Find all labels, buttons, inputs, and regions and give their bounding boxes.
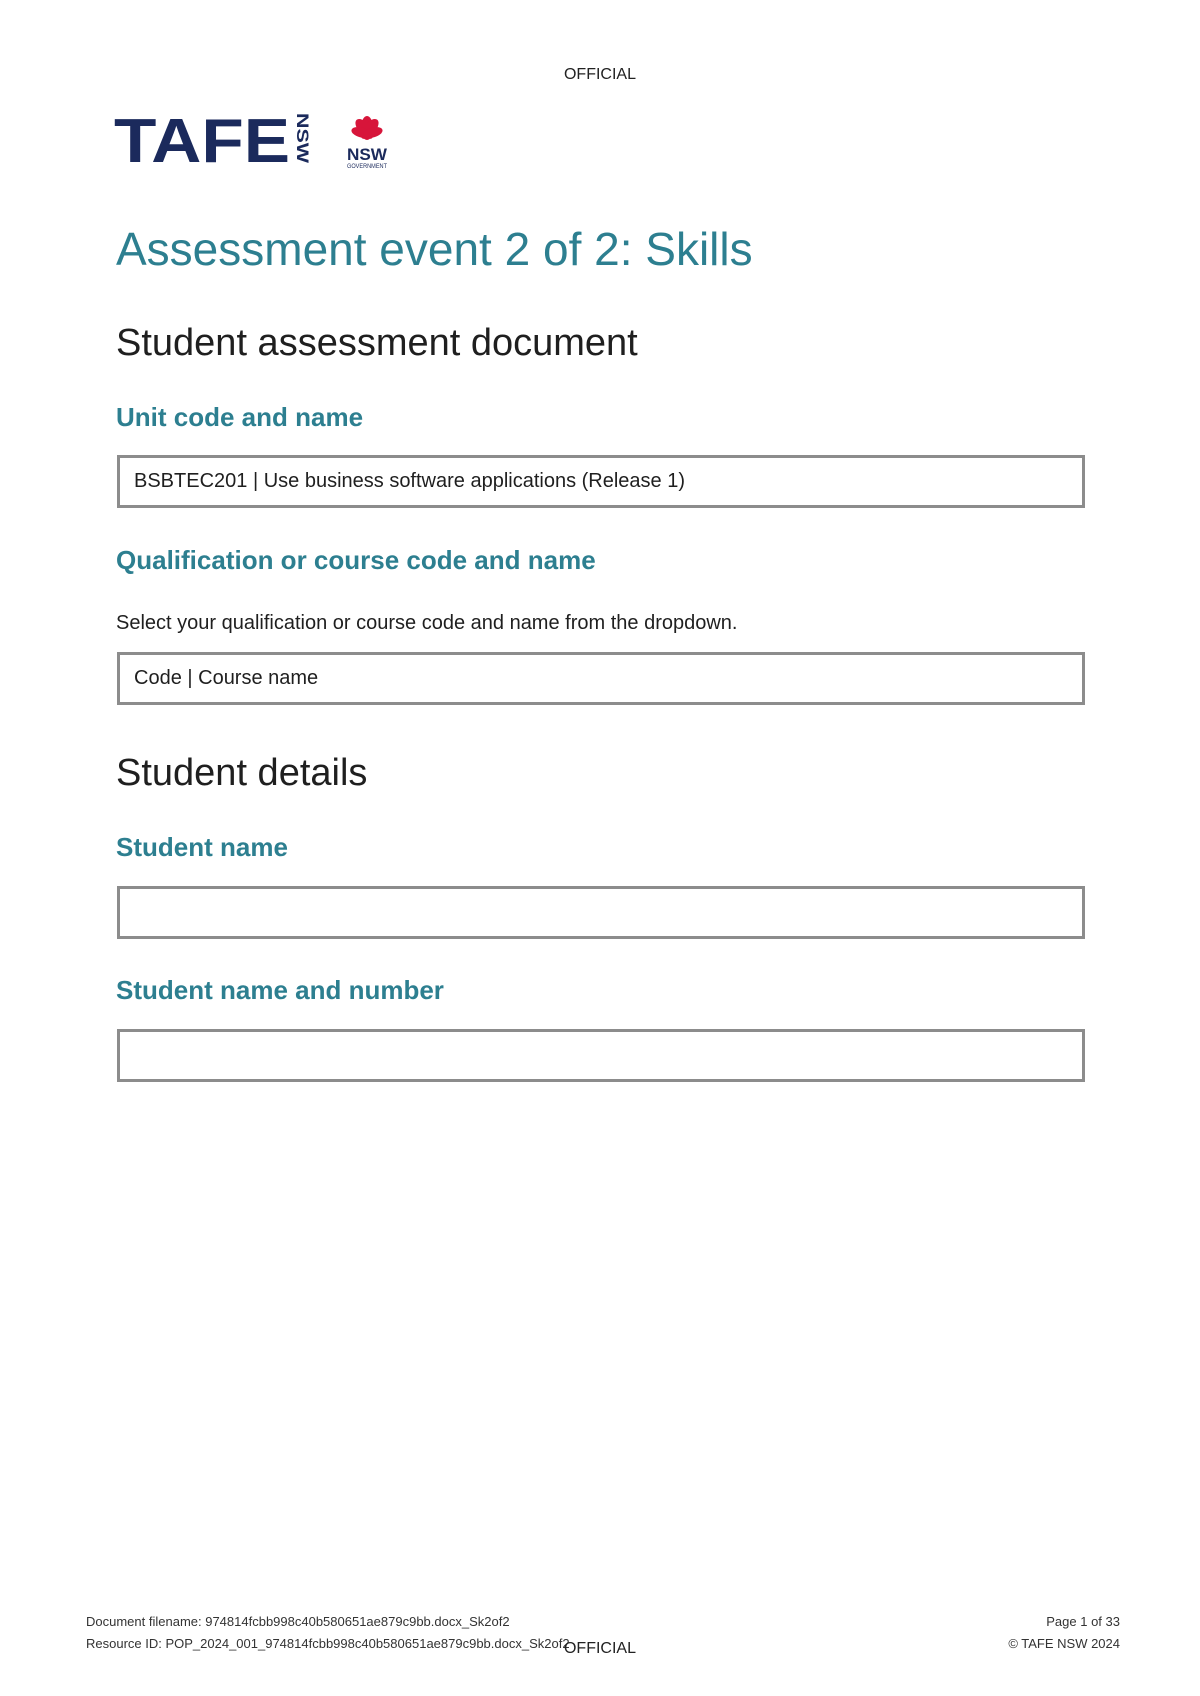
document-subtitle: Student assessment document	[116, 322, 638, 364]
student-name-number-heading: Student name and number	[116, 975, 444, 1005]
footer-copyright: © TAFE NSW 2024	[1008, 1636, 1120, 1651]
tafe-logo-suffix: NSW	[293, 113, 312, 153]
waratah-icon	[350, 116, 383, 142]
unit-heading: Unit code and name	[116, 402, 364, 432]
qualification-heading: Qualification or course code and name	[116, 545, 596, 575]
classification-footer: OFFICIAL	[563, 1640, 636, 1657]
footer-resource-id: Resource ID: POP_2024_001_974814fcbb998c40b580651ae879c9bb.docx_Sk2of2	[86, 1636, 570, 1651]
footer-page-number: Page 1 of 33	[1046, 1614, 1120, 1629]
student-name-heading: Student name	[116, 832, 288, 862]
footer-filename: Document filename: 974814fcbb998c40b580651ae879c9bb.docx_Sk2of2	[86, 1614, 510, 1629]
nsw-gov-subtext: GOVERNMENT	[347, 164, 388, 170]
document-title: Assessment event 2 of 2: Skills	[116, 223, 753, 275]
student-name-field[interactable]	[117, 886, 1085, 939]
classification-header: OFFICIAL	[563, 66, 636, 83]
qualification-instruction: Select your qualification or course code and name from the dropdown.	[116, 612, 738, 634]
student-details-heading: Student details	[116, 752, 368, 794]
qualification-dropdown[interactable]: Code | Course name	[117, 652, 1085, 705]
student-name-number-field[interactable]	[117, 1029, 1085, 1082]
tafe-logo-text: TAFE	[114, 110, 290, 170]
nsw-gov-text: NSW	[347, 145, 388, 164]
tafe-nsw-logo	[114, 110, 394, 170]
unit-code-field[interactable]: BSBTEC201 | Use business software applications (Release 1)	[117, 455, 1085, 508]
